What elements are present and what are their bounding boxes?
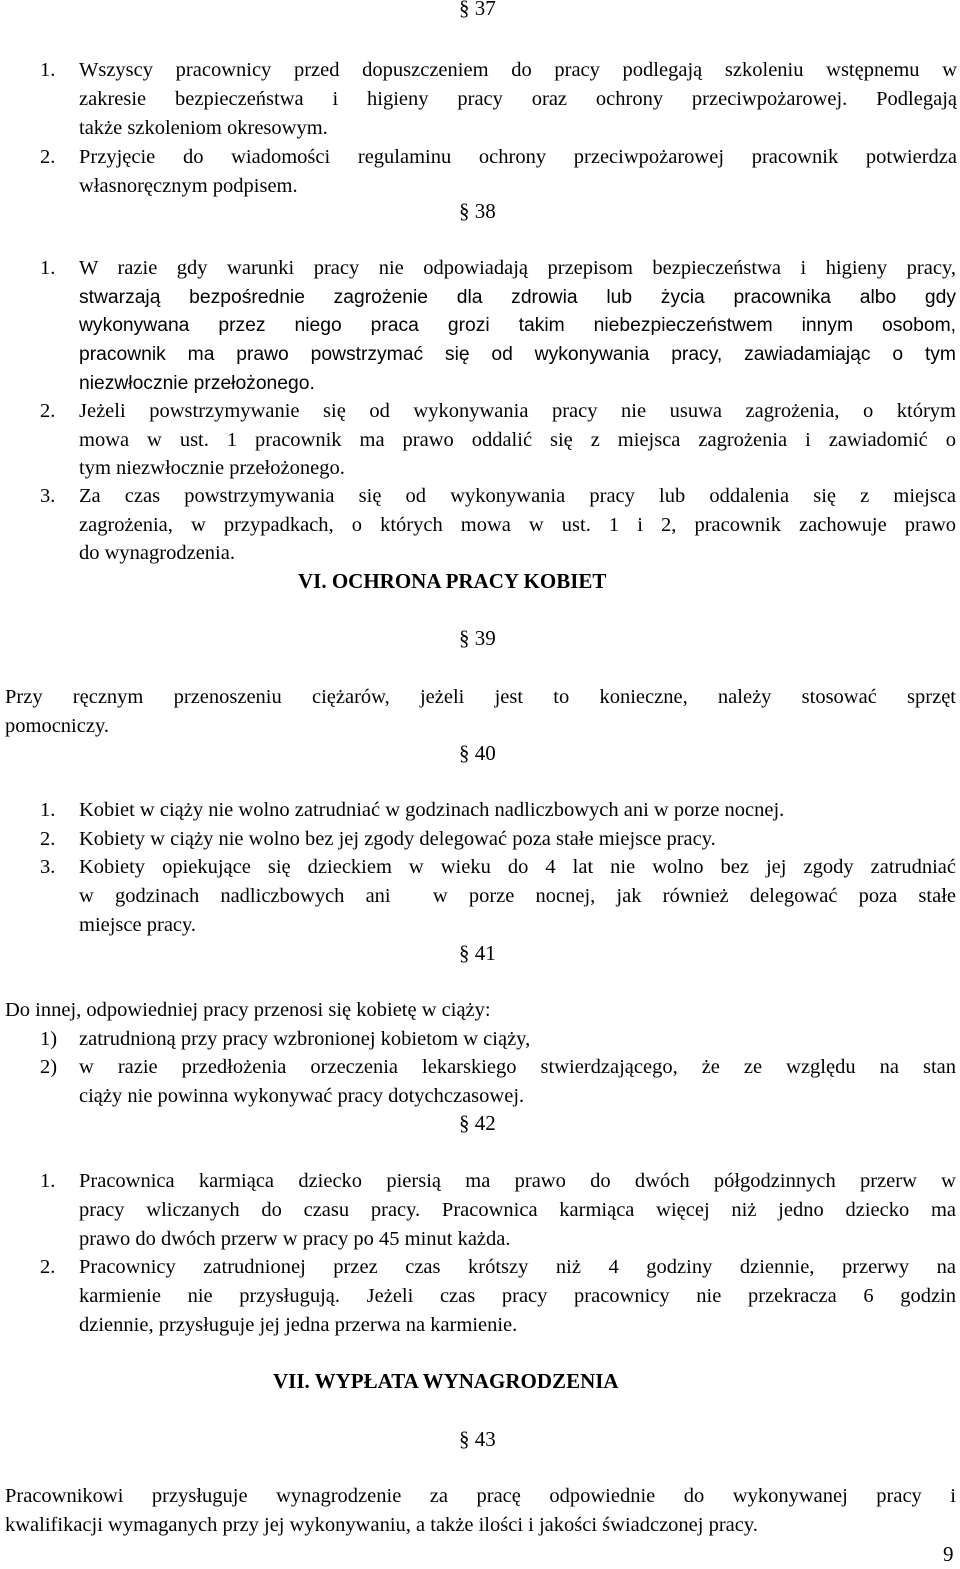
list-item-line: dziennie, przysługuje jej jedna przerwa na karmienie.	[79, 1314, 518, 1336]
list-number: 1.	[40, 1170, 56, 1192]
list-number: 3.	[40, 856, 56, 878]
list-item-line: tym niezwłocznie przełożonego.	[79, 457, 345, 479]
list-number: 2)	[40, 1056, 58, 1078]
list-item-line: karmienie nie przysługują. Jeżeli czas pracy pracownicy nie przekracza 6 godzin	[79, 1285, 956, 1307]
list-item-line: w godzinach nadliczbowych ani w porze nocnej, jak również delegować poza stałe	[79, 885, 956, 907]
list-number: 1.	[40, 59, 56, 81]
list-item-line: Za czas powstrzymywania się od wykonywania pracy lub oddalenia się z miejsca	[79, 485, 956, 507]
paragraph-line: Do innej, odpowiedniej pracy przenosi się kobietę w ciąży:	[5, 999, 491, 1021]
list-number: 2.	[40, 828, 56, 850]
list-item-line: wykonywana przez niego praca grozi takim niebezpieczeństwem innym osobom,	[79, 315, 956, 336]
list-item-line: W razie gdy warunki pracy nie odpowiadają przepisom bezpieczeństwa i higieny pracy,	[79, 257, 956, 279]
list-item-line: prawo do dwóch przerw w pracy po 45 minut każda.	[79, 1228, 511, 1250]
paragraph-line: Pracownikowi przysługuje wynagrodzenie za pracę odpowiednie do wykonywanej pracy i	[5, 1485, 956, 1507]
list-item-line: niezwłocznie przełożonego.	[79, 373, 315, 394]
paragraph-line: kwalifikacji wymaganych przy jej wykonywaniu, a także ilości i jakości świadczonej pracy.	[5, 1514, 758, 1536]
list-item-line: własnoręcznym podpisem.	[79, 175, 298, 197]
page-number: 9	[943, 1542, 954, 1566]
list-item-line: także szkoleniom okresowym.	[79, 117, 328, 139]
list-item-line: pracownik ma prawo powstrzymać się od wykonywania pracy, zawiadamiając o tym	[79, 344, 956, 365]
list-item-line: zakresie bezpieczeństwa i higieny pracy oraz ochrony przeciwpożarowej. Podlegają	[79, 88, 957, 110]
list-item-line: stwarzają bezpośrednie zagrożenie dla zdrowia lub życia pracownika albo gdy	[79, 287, 956, 308]
list-item-line: pracy wliczanych do czasu pracy. Pracownica karmiąca więcej niż jedno dziecko ma	[79, 1199, 956, 1221]
list-number: 3.	[40, 485, 56, 507]
paragraph-line: pomocniczy.	[5, 715, 109, 737]
chapter-heading: VII. WYPŁATA WYNAGRODZENIA	[273, 1369, 619, 1393]
section-40-marker: § 40	[459, 741, 496, 765]
list-number: 1.	[40, 257, 56, 279]
list-item-line: zatrudnioną przy pracy wzbronionej kobietom w ciąży,	[79, 1028, 531, 1050]
section-41-marker: § 41	[459, 941, 496, 965]
list-item-line: Jeżeli powstrzymywanie się od wykonywania pracy nie usuwa zagrożenia, o którym	[79, 400, 956, 422]
list-item-line: Kobiet w ciąży nie wolno zatrudniać w godzinach nadliczbowych ani w porze nocnej.	[79, 799, 785, 821]
list-item-line: w razie przedłożenia orzeczenia lekarskiego stwierdzającego, że ze względu na stan	[79, 1056, 956, 1078]
list-item-line: Przyjęcie do wiadomości regulaminu ochrony przeciwpożarowej pracownik potwierdza	[79, 146, 957, 168]
list-item-line: zagrożenia, w przypadkach, o których mowa w ust. 1 i 2, pracownik zachowuje prawo	[79, 514, 956, 536]
list-item-line: do wynagrodzenia.	[79, 542, 235, 564]
list-item-line: Pracownica karmiąca dziecko piersią ma prawo do dwóch półgodzinnych przerw w	[79, 1170, 956, 1192]
list-number: 2.	[40, 1256, 56, 1278]
list-item-line: mowa w ust. 1 pracownik ma prawo oddalić się z miejsca zagrożenia i zawiadomić o	[79, 429, 956, 451]
list-item-line: Pracownicy zatrudnionej przez czas krótszy niż 4 godziny dziennie, przerwy na	[79, 1256, 956, 1278]
list-number: 1.	[40, 799, 56, 821]
chapter-heading: VI. OCHRONA PRACY KOBIET	[298, 569, 607, 593]
list-item-line: Kobiety w ciąży nie wolno bez jej zgody delegować poza stałe miejsce pracy.	[79, 828, 716, 850]
section-37-marker: § 37	[459, 0, 496, 20]
list-number: 1)	[40, 1028, 58, 1050]
list-item-line: Wszyscy pracownicy przed dopuszczeniem do pracy podlegają szkoleniu wstępnemu w	[79, 59, 957, 81]
section-43-marker: § 43	[459, 1427, 496, 1451]
paragraph-line: Przy ręcznym przenoszeniu ciężarów, jeżeli jest to konieczne, należy stosować sprzęt	[5, 686, 956, 708]
section-38-marker: § 38	[459, 199, 496, 223]
list-item-line: miejsce pracy.	[79, 914, 197, 936]
list-number: 2.	[40, 400, 56, 422]
list-number: 2.	[40, 146, 56, 168]
section-39-marker: § 39	[459, 626, 496, 650]
list-item-line: ciąży nie powinna wykonywać pracy dotychczasowej.	[79, 1085, 525, 1107]
list-item-line: Kobiety opiekujące się dzieckiem w wieku do 4 lat nie wolno bez jej zgody zatrudniać	[79, 856, 956, 878]
section-42-marker: § 42	[459, 1111, 496, 1135]
